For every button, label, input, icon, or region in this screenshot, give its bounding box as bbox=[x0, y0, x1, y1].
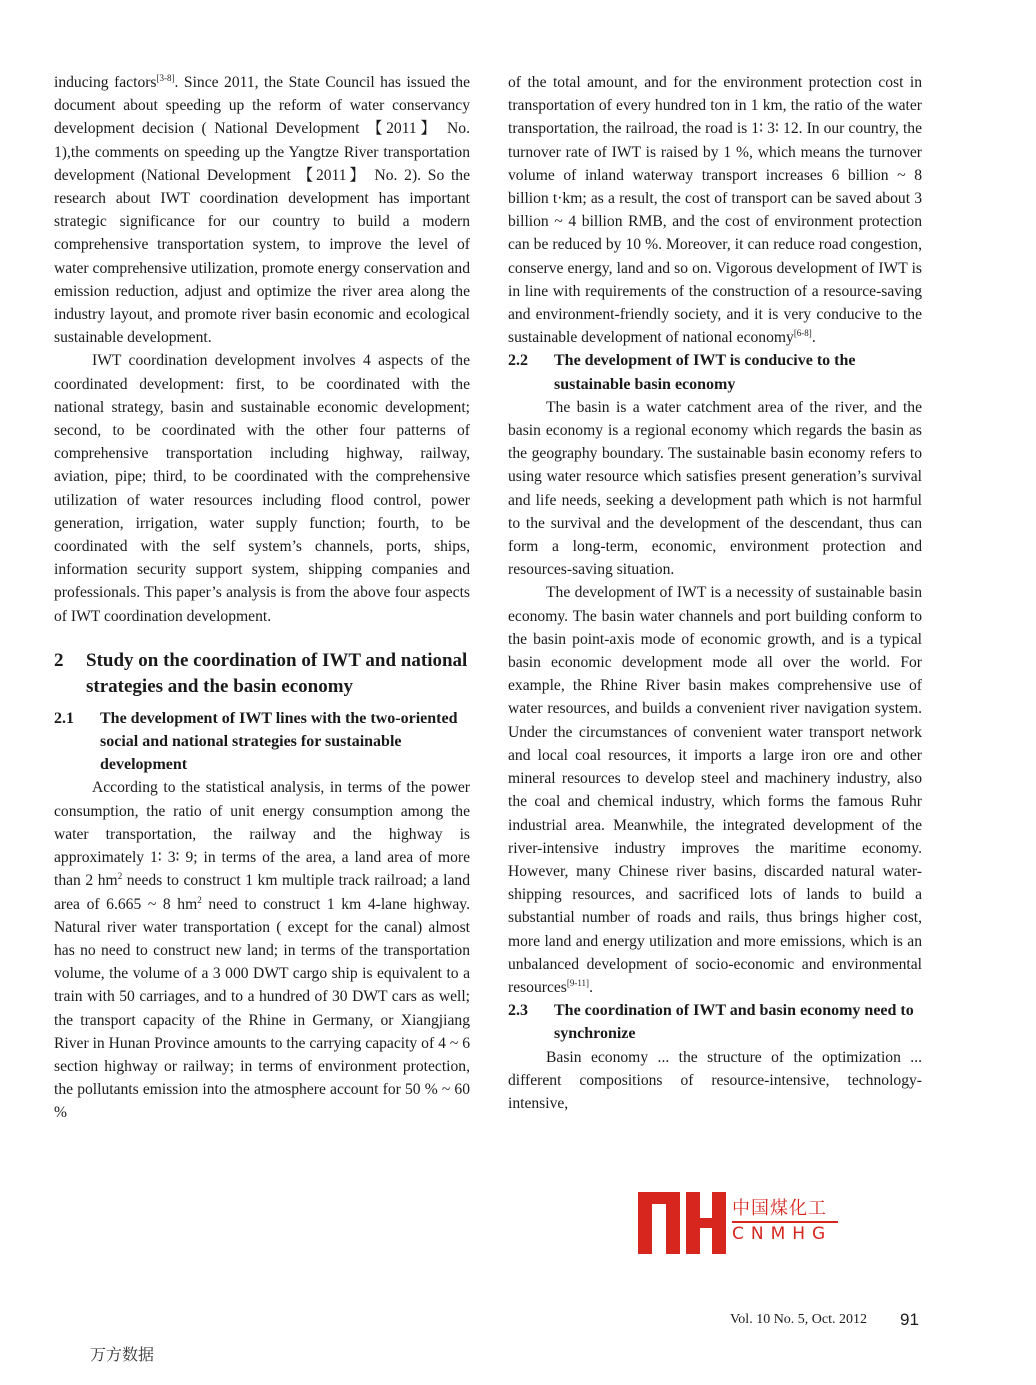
right-column bbox=[508, 71, 922, 1115]
text: needs to construct 1 km multiple track railroad; a land area of 6.665 ~ 8 hm bbox=[54, 872, 470, 913]
citation[interactable]: [6-8] bbox=[793, 328, 812, 339]
subsection-title: The development of IWT is conducive to the sustainable basin economy bbox=[554, 352, 856, 393]
paragraph bbox=[508, 71, 922, 349]
subsection-number: 2.3 bbox=[508, 1002, 528, 1020]
paragraph bbox=[54, 71, 470, 349]
text: According to the statistical analysis, in terms of the power consumption, the ratio of unit energy consumption among the water transportation, the railway and the highway is approximately 1∶ 3∶ 9; in terms of the area, a land area of more than 2 hm bbox=[54, 779, 470, 890]
text: The development of IWT is a necessity of sustainable basin economy. The basin water channels and port building conform to the basin point-axis mode of economic growth, and is a typical basin economic development mode all over the world. For example, the Rhine River basin makes comprehensive use of water resources, and builds a convenient river navigation system. Under the circumstances of convenient water transport network and local coal resources, it imports a large iron ore and other mineral resources to develop steel and machinery industry, also the coal and chemical industry, which forms the famous Ruhr industrial area. Meanwhile, the integrated development of the river-intensive industry improves the maritime economy. However, many Chinese river basins, discarded natural water-shipping resources, and sacrificed lots of lands to build a substantial number of roads and rails, thus brings higher cost, more land and energy utilization and more emissions, which is an unbalanced development of socio-economic and environmental resources bbox=[508, 584, 922, 996]
logo-chinese-text: 中国煤化工 bbox=[732, 1194, 829, 1220]
page-number: 91 bbox=[900, 1310, 919, 1329]
text: . bbox=[811, 329, 816, 347]
section-title: Study on the coordination of IWT and national strategies and the basin economy bbox=[86, 649, 468, 698]
source-watermark: 万方数据 bbox=[90, 1345, 155, 1364]
watermark-logo bbox=[636, 1192, 846, 1254]
superscript: 2 bbox=[117, 871, 123, 882]
subsection-number: 2.2 bbox=[508, 352, 528, 370]
paragraph: The basin is a water catchment area of the river, and the basin economy is a regional economy which regards the basin as the geography boundary. The sustainable basin economy refers to using water resource which satisfies present generation’s survival and life needs, seeking a development path which is not harmful to the survival and the development of the descendant, thus can form a long-term, economic, environment protection and resources-saving situation. bbox=[508, 398, 922, 579]
text: of the total amount, and for the environment protection cost in transportation of every hundred ton in 1 km, the ratio of the water transportation, the railroad, the road is 1∶ 3∶ 12. In our country, the turnover rate of IWT is raised by 1 %, which means the turnover volume of inland waterway transport increases 6 billion ~ 8 billion t·km; as a result, the cost of transport can be saved about 3 billion ~ 4 billion RMB, and the cost of environment protection can be reduced by 10 %. Moreover, it can reduce road congestion, conserve energy, land and so on. Vigorous development of IWT is in line with requirements of the construction of a resource-saving and environment-friendly society, and it is very conducive to the sustainable development of national economy bbox=[508, 74, 922, 347]
journal-info: Vol. 10 No. 5, Oct. 2012 bbox=[730, 1312, 868, 1327]
subsection-heading bbox=[508, 999, 922, 1045]
subsection-heading bbox=[54, 707, 470, 777]
logo-english-text: CNMHG bbox=[732, 1224, 833, 1244]
subsection-heading bbox=[508, 349, 922, 395]
cnmhg-logo-icon bbox=[636, 1192, 726, 1254]
citation[interactable]: [9-11] bbox=[566, 977, 590, 988]
text: . Since 2011, the State Council has issued the document about speeding up the reform of water conservancy development decision ( National Development 【2011】 No. 1),the comments on speeding up the Yangtze River transportation development (National Development 【2011】 No. 2). So the research about IWT coordination development has important strategic significance for our country to build a modern comprehensive transportation system, to improve the level of water comprehensive utilization, promote energy conservation and emission reduction, adjust and optimize the river area along the industry layout, and promote river basin economic and ecological sustainable development. bbox=[54, 74, 470, 347]
text: need to construct 1 km 4-lane highway. Natural river water transportation ( except for the canal) almost has no need to construct new land; in terms of the transportation volume, the volume of a 3 000 DWT cargo ship is equivalent to a train with 50 carriages, and to a hundred of 30 DWT cars as well; the transport capacity of the Rhine in Germany, or Xiangjiang River in Hunan Province amounts to the carrying capacity of 4 ~ 6 section highway or railway; in terms of environment protection, the pollutants emission into the atmosphere account for 50 % ~ 60 % bbox=[54, 895, 470, 1122]
paragraph bbox=[54, 776, 470, 1124]
paragraph: IWT coordination development involves 4 aspects of the coordinated development: first, to be coordinated with the national strategy, basin and sustainable economic development; second, to be coordinated with the other four patterns of comprehensive transportation including highway, railway, aviation, pipe; third, to be coordinated with the comprehensive utilization of water resources including flood control, power generation, irrigation, water supply function; fourth, to be coordinated with the self system’s channels, ports, ships, information security support system, shipping companies and professionals. This paper’s analysis is from the above four aspects of IWT coordination development. bbox=[54, 352, 470, 625]
subsection-title: The development of IWT lines with the two-oriented social and national strategies for sustainable development bbox=[100, 709, 458, 774]
section-number: 2 bbox=[54, 649, 64, 671]
subsection-title: The coordination of IWT and basin economy need to synchronize bbox=[554, 1002, 914, 1043]
text: inducing factors bbox=[54, 74, 157, 91]
superscript: 2 bbox=[197, 894, 202, 905]
citation[interactable]: [3-8] bbox=[156, 73, 175, 83]
left-column bbox=[54, 71, 470, 1125]
subsection-number: 2.1 bbox=[54, 709, 74, 727]
section-heading bbox=[54, 648, 470, 701]
paragraph bbox=[508, 581, 922, 999]
paragraph: Basin economy ... the structure of the optimization ... different compositions of resource-intensive, technology-intensive, bbox=[508, 1048, 922, 1112]
logo-divider bbox=[732, 1221, 838, 1223]
text: . bbox=[589, 978, 593, 996]
